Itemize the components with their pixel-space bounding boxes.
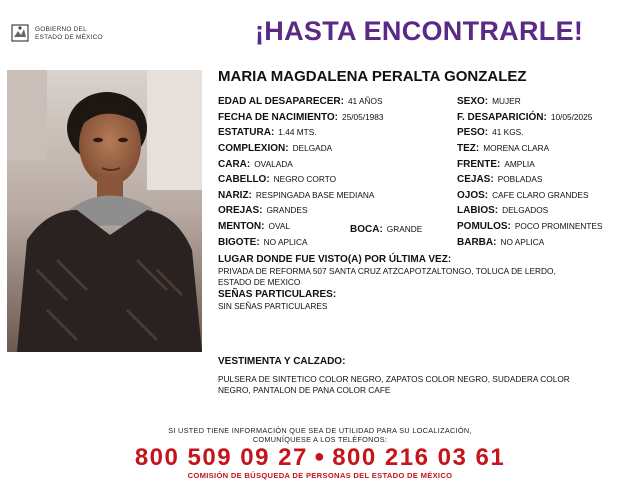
state-government-logo <box>10 22 120 46</box>
field-tez: TEZ: MORENA CLARA <box>457 143 550 154</box>
field-cejas: CEJAS: POBLADAS <box>457 174 543 185</box>
last-seen-title: LUGAR DONDE FUE VISTO(A) POR ÚLTIMA VEZ: <box>218 254 452 265</box>
phone-number-1[interactable]: 800 509 09 27 <box>134 444 308 471</box>
field-complexion: COMPLEXION: DELGADA <box>218 143 333 154</box>
clothing-title: VESTIMENTA Y CALZADO: <box>218 356 346 367</box>
person-name: MARIA MAGDALENA PERALTA GONZALEZ <box>218 68 527 85</box>
phone-numbers <box>0 444 640 472</box>
missing-person-photo <box>7 70 202 352</box>
field-orejas: OREJAS: GRANDES <box>218 205 308 216</box>
contact-note-line1: SI USTED TIENE INFORMACIÓN QUE SEA DE UTILIDAD PARA SU LOCALIZACIÓN, <box>168 426 472 435</box>
field-fecha-desaparicion: F. DESAPARICIÓN: 10/05/2025 <box>457 112 593 123</box>
contact-note-line2: COMUNÍQUESE A LOS TELÉFONOS: <box>252 435 388 444</box>
last-seen-address <box>218 266 556 288</box>
phone-number-2[interactable]: 800 216 03 61 <box>332 444 506 471</box>
logo-text-line2: ESTADO DE MÉXICO <box>35 34 103 41</box>
field-fecha-nacimiento: FECHA DE NACIMIENTO: 25/05/1983 <box>218 112 384 123</box>
marks-value: SIN SEÑAS PARTICULARES <box>218 301 328 311</box>
last-seen-line1: PRIVADA DE REFORMA 507 SANTA CRUZ ATZCAPOTZALTONGO, TOLUCA DE LERDO, <box>218 266 556 276</box>
field-edad: EDAD AL DESAPARECER: 41 AÑOS <box>218 96 383 107</box>
field-bigote: BIGOTE: NO APLICA <box>218 237 308 248</box>
logo-text-line1: GOBIERNO DEL <box>35 26 87 33</box>
field-menton: MENTON: OVAL <box>218 221 291 232</box>
clothing-description <box>218 374 570 396</box>
field-peso: PESO: 41 KGS. <box>457 127 524 138</box>
field-sexo: SEXO: MUJER <box>457 96 521 107</box>
commission-name: COMISIÓN DE BÚSQUEDA DE PERSONAS DEL ESTADO DE MÉXICO <box>187 471 453 480</box>
field-nariz: NARIZ: RESPINGADA BASE MEDIANA <box>218 190 375 201</box>
last-seen-line2: ESTADO DE MEXICO <box>218 277 301 287</box>
clothing-line2: NEGRO, PANTALON DE PANA COLOR CAFE <box>218 385 391 395</box>
field-estatura: ESTATURA: 1.44 MTS. <box>218 127 317 138</box>
coat-of-arms-icon <box>10 22 32 44</box>
clothing-line1: PULSERA DE SINTETICO COLOR NEGRO, ZAPATOS COLOR NEGRO, SUDADERA COLOR <box>218 374 570 384</box>
field-frente: FRENTE: AMPLIA <box>457 159 535 170</box>
field-boca: BOCA: GRANDE <box>350 224 423 235</box>
field-pomulos: POMULOS: POCO PROMINENTES <box>457 221 603 232</box>
field-ojos: OJOS: CAFE CLARO GRANDES <box>457 190 589 201</box>
marks-title: SEÑAS PARTICULARES: <box>218 289 337 300</box>
field-barba: BARBA: NO APLICA <box>457 237 545 248</box>
field-cara: CARA: OVALADA <box>218 159 293 170</box>
separator-dot-icon: ● <box>313 446 327 466</box>
field-labios: LABIOS: DELGADOS <box>457 205 549 216</box>
portrait-illustration <box>7 70 202 352</box>
field-cabello: CABELLO: NEGRO CORTO <box>218 174 337 185</box>
page-headline: ¡HASTA ENCONTRARLE! <box>255 16 584 46</box>
